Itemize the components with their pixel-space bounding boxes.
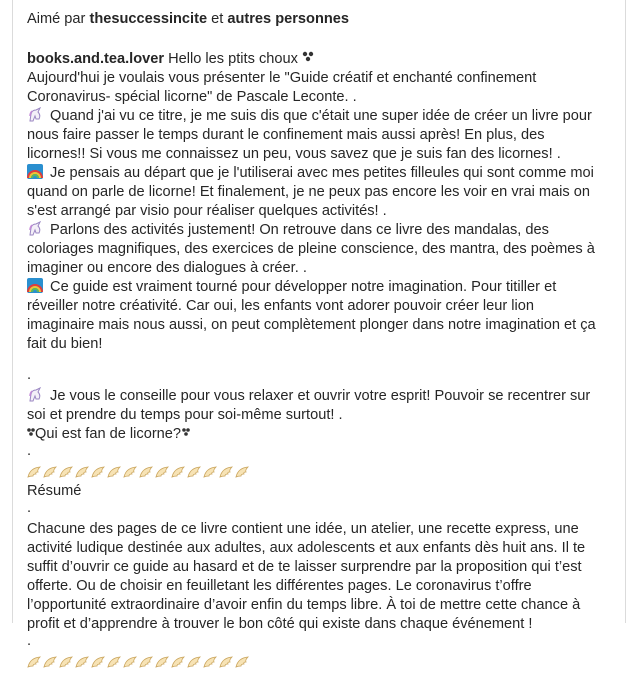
flower-icon [182, 425, 190, 440]
caption-line: fait du bien! [27, 336, 103, 352]
wing-emoji-row [27, 463, 612, 482]
caption-line: imaginaire mais nous aussi, on peut complètement plonger dans notre imagination et ça [27, 317, 596, 333]
caption-line: Chacune des pages de ce livre contient une idée, un atelier, une recette express, une [27, 521, 579, 537]
wing-icon [123, 656, 138, 669]
caption-line: licornes!! Si vous me connaissez un peu, vous savez que je suis fan des licornes! . [27, 146, 561, 162]
likes-prefix: Aimé par [27, 11, 90, 27]
post-caption [27, 50, 612, 672]
caption-line: offerte. Ou de choisir en feuilletant les différentes pages. Le coronavirus t’offre [27, 578, 532, 594]
wing-icon [155, 656, 170, 669]
caption-line: quand on parle de licorne! Et finalement, je ne peux pas encore les voir en vrai mais on [27, 184, 590, 200]
wing-icon [203, 656, 218, 669]
wing-icon [139, 466, 154, 479]
likes-middle: et [207, 11, 228, 27]
rainbow-icon [27, 164, 44, 179]
caption-line: profit et d’apprendre à trouver le bon côté qui existe dans chaque événement ! [27, 616, 533, 632]
caption-line: réveiller notre créativité. Car oui, les enfants vont adorer pouvoir créer leur lion [27, 298, 534, 314]
wing-icon [75, 466, 90, 479]
wing-icon [235, 466, 250, 479]
caption-line: nous faire passer le temps durant le confinement mais aussi après! En plus, des [27, 127, 545, 143]
unicorn-icon [27, 107, 44, 122]
caption-paragraph-3 [27, 221, 612, 240]
caption-dot: . [27, 633, 32, 649]
wing-icon [43, 656, 58, 669]
wing-icon [219, 656, 234, 669]
instagram-post-panel [12, 0, 626, 649]
caption-text: Ce guide est vraiment tourné pour développer notre imagination. Pour titiller et [46, 279, 557, 295]
liker-username-link[interactable]: thesuccessincite [89, 11, 208, 27]
caption-line: l’opportunité extraordinaire d’avoir enfin du temps libre. À toi de mettre cette chance à [27, 597, 581, 613]
resume-heading: Résumé [27, 483, 82, 499]
wing-icon [187, 466, 202, 479]
caption-paragraph-4 [27, 278, 612, 297]
wing-icon [75, 656, 90, 669]
caption-line: soi et prendre du temps pour soi-même surtout! . [27, 407, 343, 423]
wing-icon [235, 656, 250, 669]
flower-icon [302, 50, 319, 65]
caption-line: s'est arrangé par visio pour réaliser quelques activités! . [27, 203, 387, 219]
caption-text: Je pensais au départ que je l'utiliserai avec mes petites filleules qui sont comme moi [46, 165, 594, 181]
wing-icon [43, 466, 58, 479]
flower-icon [27, 425, 35, 440]
caption-username-link[interactable]: books.and.tea.lover [27, 51, 165, 67]
caption-dot: . [27, 367, 32, 383]
caption-line: suffit d’ouvrir ce guide au hasard et de te laisser surprendre par la proposition qui t’est [27, 559, 582, 575]
wing-icon [107, 466, 122, 479]
caption-dot: . [27, 443, 32, 459]
rainbow-icon [27, 278, 44, 293]
unicorn-icon [27, 221, 44, 236]
wing-icon [155, 466, 170, 479]
wing-icon [203, 466, 218, 479]
caption-text: Je vous le conseille pour vous relaxer et ouvrir votre esprit! Pouvoir se recentrer sur [46, 388, 591, 404]
caption-paragraph-2 [27, 164, 612, 183]
wing-icon [123, 466, 138, 479]
caption-question [27, 425, 612, 444]
wing-icon [187, 656, 202, 669]
likes-line [27, 10, 625, 32]
wing-icon [171, 466, 186, 479]
caption-line: coloriages magnifiques, des exercices de pleine conscience, des mantra, des poèmes à [27, 241, 595, 257]
caption-spacer [27, 354, 612, 368]
caption-text: Qui est fan de licorne? [35, 426, 182, 442]
unicorn-icon [27, 387, 44, 402]
wing-icon [107, 656, 122, 669]
caption-text: Parlons des activités justement! On retrouve dans ce livre des mandalas, des [46, 222, 549, 238]
caption-dot: . [27, 500, 32, 516]
caption-line: imaginer ou encore des dialogues à créer. . [27, 260, 307, 276]
caption-line: Coronavirus- spécial licorne" de Pascale Leconte. . [27, 89, 357, 105]
wing-icon [171, 656, 186, 669]
caption-line: Aujourd'hui je voulais vous présenter le "Guide créatif et enchanté confinement [27, 70, 537, 86]
other-likers-link[interactable]: autres personnes [227, 11, 350, 27]
caption-paragraph-5 [27, 387, 612, 406]
caption-line: activité ludique destinée aux adultes, aux adolescents et aux enfants dès huit ans. Il te [27, 540, 586, 556]
wing-icon [27, 656, 42, 669]
wing-emoji-row [27, 653, 612, 672]
caption-text: Quand j'ai vu ce titre, je me suis dis que c'était une super idée de créer un livre pour [46, 108, 592, 124]
wing-icon [59, 656, 74, 669]
wing-icon [59, 466, 74, 479]
caption-greeting: Hello les ptits choux [164, 51, 302, 67]
wing-icon [91, 656, 106, 669]
wing-icon [27, 466, 42, 479]
wing-icon [219, 466, 234, 479]
wing-icon [139, 656, 154, 669]
caption-first-line [27, 50, 612, 69]
wing-icon [91, 466, 106, 479]
caption-paragraph-1 [27, 107, 612, 126]
